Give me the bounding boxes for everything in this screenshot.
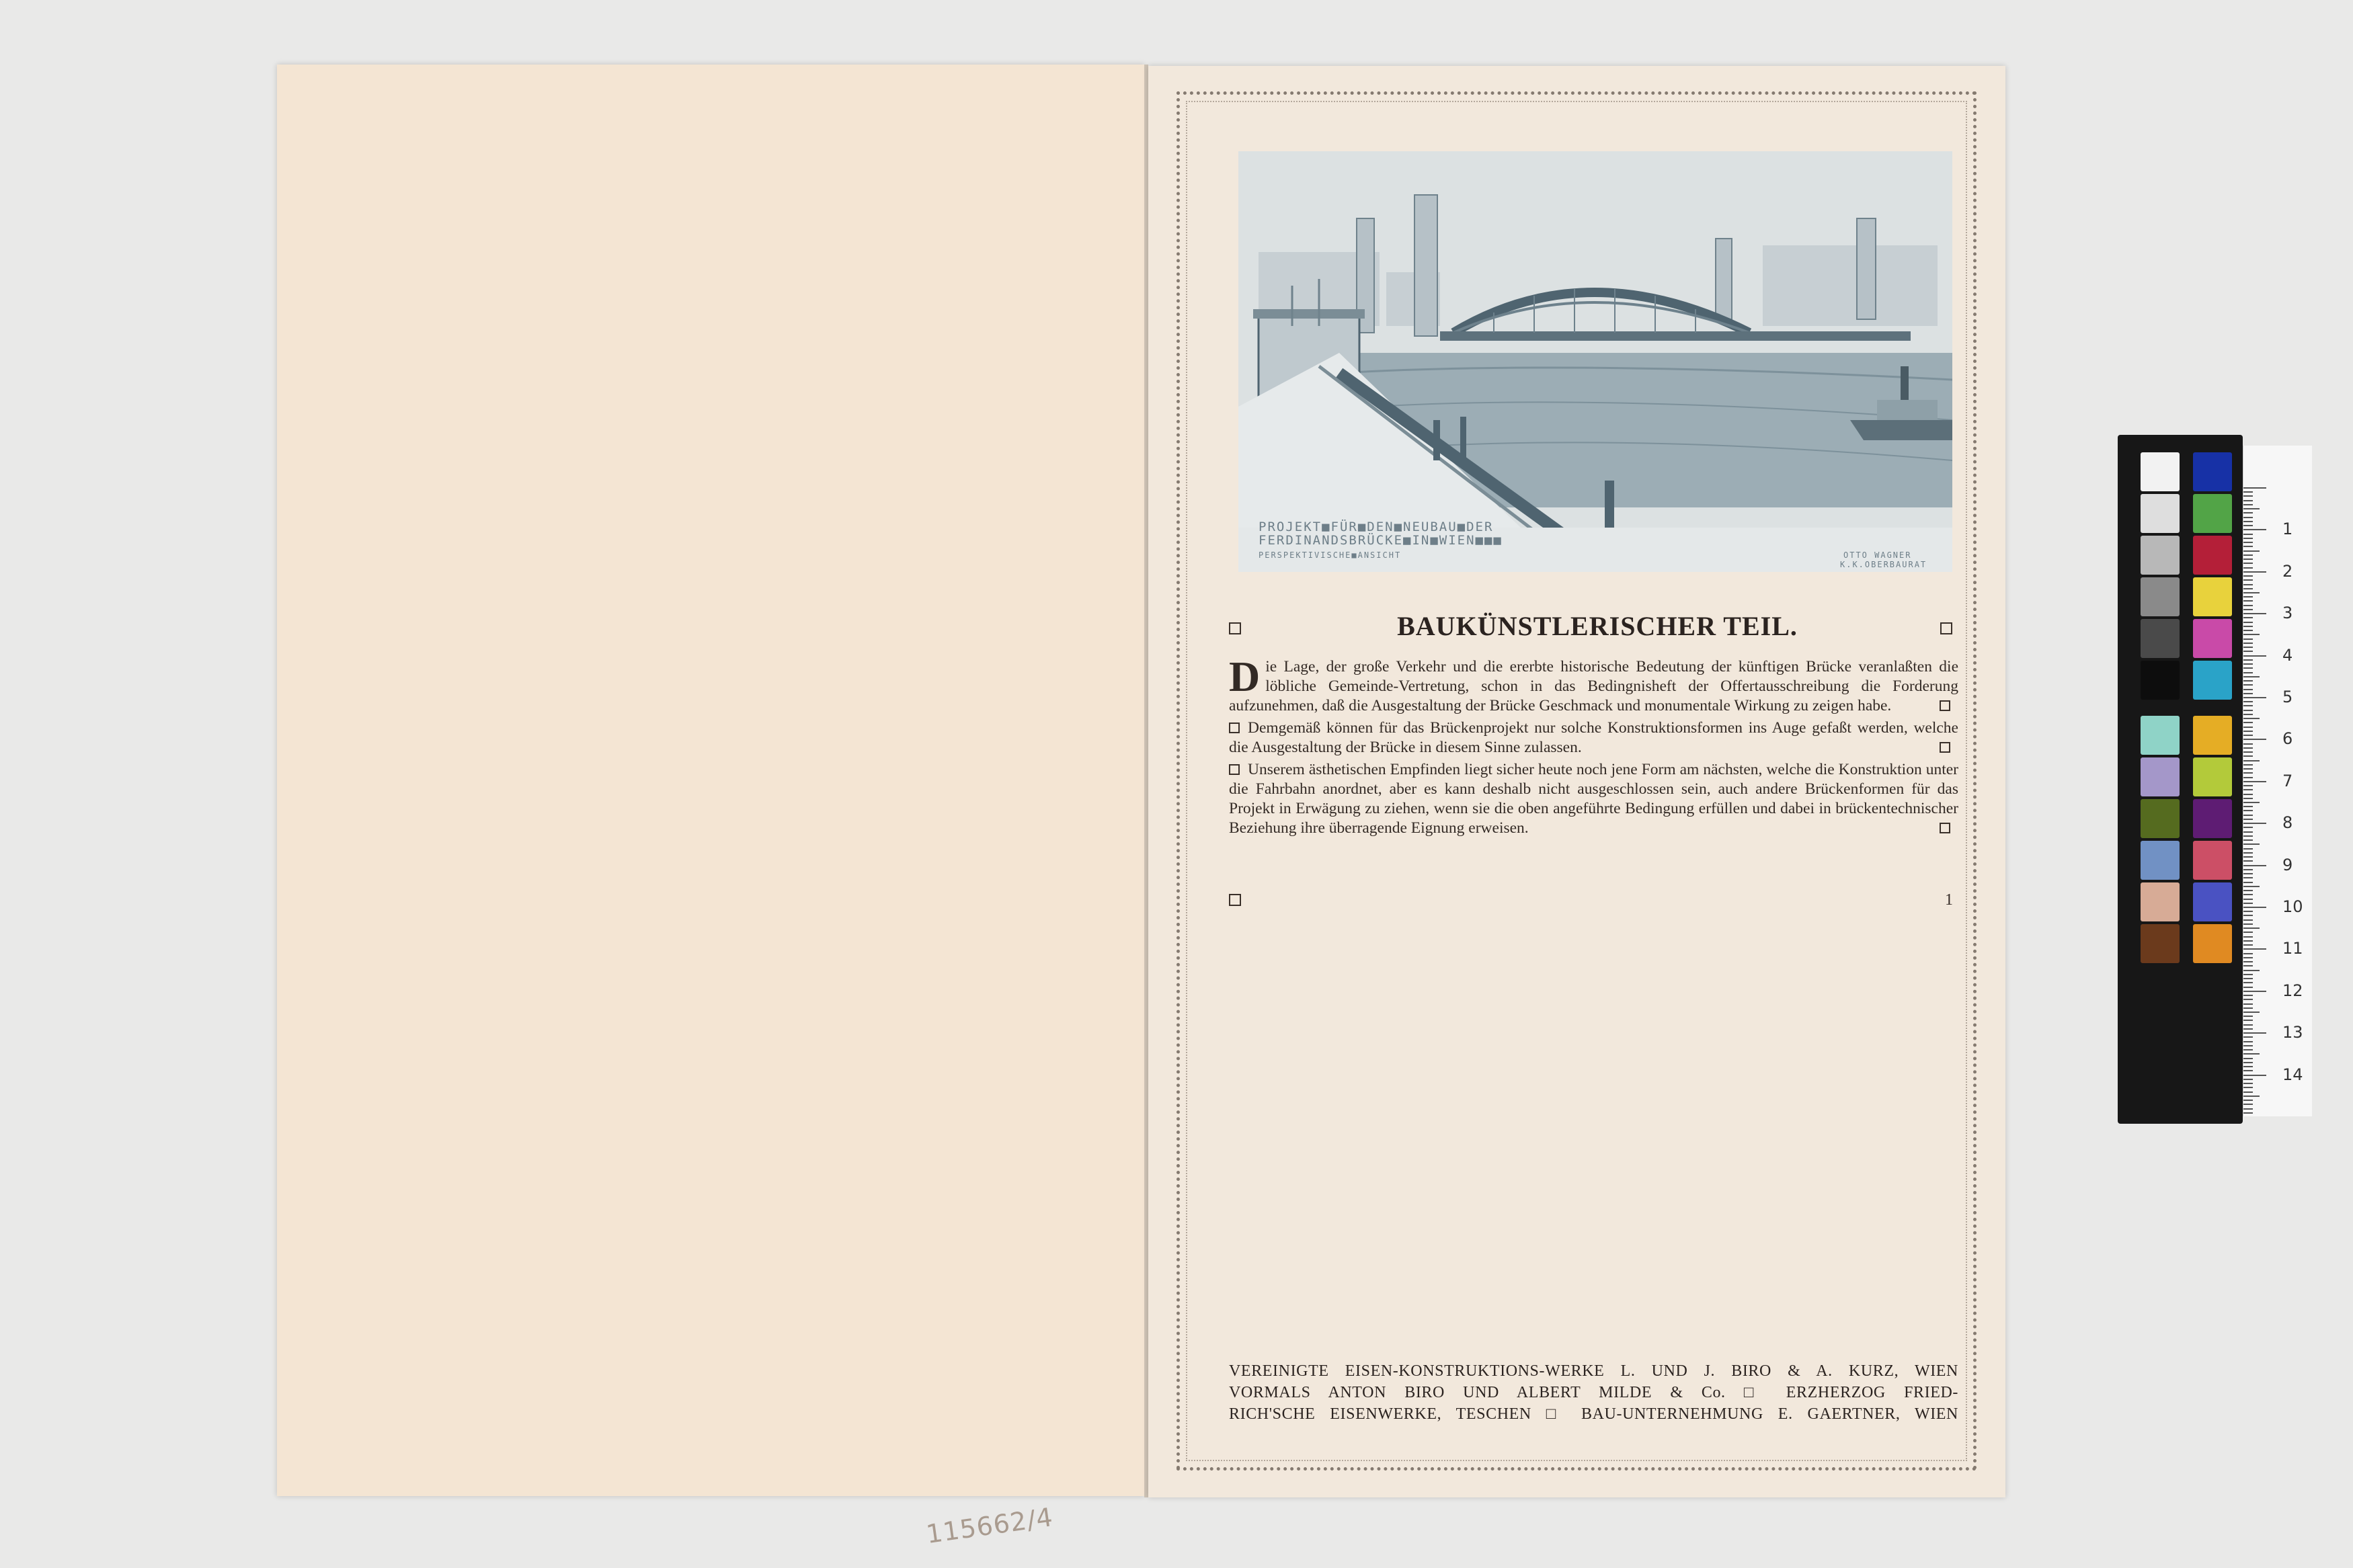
ruler-tick [2243,584,2253,585]
ruler-tick [2243,600,2253,602]
ruler-tick [2243,802,2260,803]
ruler-tick [2243,781,2266,782]
ruler-tick [2243,550,2260,552]
ruler-tick [2243,991,2266,992]
ruler-tick [2243,923,2253,925]
ruler-tick [2243,529,2266,530]
ruler-tick [2243,751,2253,753]
swatch-right-4 [2193,577,2232,616]
ruler-tick [2243,961,2253,962]
bridge-drawing [1238,151,1952,572]
swatch-right-1 [2193,452,2232,491]
ruler-tick [2243,873,2253,874]
ruler-tick [2243,563,2253,564]
signature-line2: K.K.OBERBAURAT [1840,560,1927,569]
swatch-left-9 [2141,799,2180,838]
ruler-tick [2243,727,2253,728]
swatch-left-10 [2141,841,2180,880]
ruler-tick [2243,894,2253,895]
ruler-tick [2243,508,2260,509]
ruler-tick [2243,697,2266,698]
ruler-tick [2243,575,2253,577]
ruler-tick [2243,1024,2253,1026]
ruler-tick [2243,886,2260,887]
ruler-number: 3 [2282,604,2293,623]
ruler-tick [2243,1104,2253,1105]
ruler-tick [2243,819,2253,820]
paragraph-end-square [1940,823,1950,833]
ruler-number: 12 [2282,981,2303,1000]
swatch-right-9 [2193,799,2232,838]
signature-line1: OTTO WAGNER [1843,550,1912,560]
ruler-tick [2243,927,2260,929]
ruler-tick [2243,1096,2260,1097]
ruler-tick [2243,1108,2253,1110]
ruler-tick [2243,940,2253,942]
ruler-tick [2243,579,2253,581]
ruler-tick [2243,512,2253,513]
ruler-tick [2243,1087,2253,1088]
swatch-right-12 [2193,924,2232,963]
swatch-right-6 [2193,661,2232,700]
inventory-number: 115662/4 [924,1501,1055,1550]
ruler-tick [2243,634,2260,635]
ruler-tick [2243,789,2253,790]
ruler-tick [2243,865,2266,866]
ruler-tick [2243,588,2253,589]
ruler-tick [2243,1075,2266,1076]
ruler-tick [2243,768,2253,770]
ruler-tick [2243,747,2253,749]
ruler-tick [2243,1036,2253,1038]
ruler-tick [2243,899,2253,900]
ruler-tick [2243,546,2253,547]
ruler-number: 8 [2282,813,2293,833]
ruler-number: 6 [2282,729,2293,749]
ruler-tick [2243,517,2253,518]
ruler-tick [2243,554,2253,556]
ruler-tick [2243,630,2253,631]
ruler-tick [2243,860,2253,862]
ruler-tick [2243,907,2266,908]
ruler-tick [2243,827,2253,828]
body-text [1229,653,1958,841]
paragraph-end-square [1940,700,1950,711]
color-calibration-chart [2118,435,2243,1124]
ruler-tick [2243,617,2253,618]
ruler-tick [2243,1016,2253,1017]
ruler-tick [2243,965,2253,966]
ruler-number: 2 [2282,561,2293,581]
ruler-tick [2243,882,2253,883]
ruler-tick [2243,559,2253,560]
ruler-tick [2243,1100,2253,1101]
ruler-number: 14 [2282,1065,2303,1084]
ruler-tick [2243,1012,2260,1013]
ruler-tick [2243,651,2253,652]
ruler-tick [2243,1062,2253,1063]
ruler-tick [2243,877,2253,878]
ruler-tick [2243,735,2253,736]
ruler-tick [2243,487,2266,489]
swatch-left-12 [2141,924,2180,963]
ruler-tick [2243,609,2253,610]
swatch-left-8 [2141,757,2180,796]
ruler-tick [2243,684,2253,686]
ruler-tick [2243,567,2253,569]
ruler-tick [2243,655,2266,657]
ruler-tick [2243,1032,2266,1034]
paragraph-square [1229,764,1240,775]
ruler-tick [2243,948,2266,950]
ruler-tick [2243,785,2253,786]
ruler-tick [2243,932,2253,933]
ruler-tick [2243,839,2253,841]
ruler-number: 9 [2282,855,2293,874]
ruler-tick [2243,718,2260,719]
swatch-left-1 [2141,452,2180,491]
paragraph-3 [1229,760,1958,838]
ruler-tick [2243,856,2253,858]
ruler-tick [2243,1007,2253,1009]
ruler-tick [2243,848,2253,850]
ruler-tick [2243,542,2253,543]
paragraph-1 [1229,653,1958,716]
paragraph-end-square [1940,742,1950,753]
ruler-tick [2243,890,2253,891]
swatch-right-3 [2193,536,2232,575]
ruler-tick [2243,777,2253,778]
ruler-tick [2243,999,2253,1000]
ruler-tick [2243,974,2253,975]
ruler-tick [2243,731,2253,732]
ruler-tick [2243,982,2253,983]
dropcap: D [1229,653,1261,700]
ruler-tick [2243,815,2253,816]
ruler-tick [2243,915,2253,916]
paragraph-3-text: Unserem ästhetischen Empfinden liegt sicher heute noch jene Form am nächsten, welche die Konstruktion unter die Fahrbahn anordnet, aber es kann deshalb nicht ausgeschlossen sein, auch andere Brückenformen für das Projekt in Erwägung zu ziehen, wenn sie die oben angeführte Bedingung erfüllen und dabei in brückentechnischer Beziehung ihre überragende Eignung erweisen. [1229,761,1958,837]
ruler-tick [2243,806,2253,807]
ruler-tick [2243,936,2253,938]
swatch-left-4 [2141,577,2180,616]
paragraph-square [1229,723,1240,733]
ruler-tick [2243,676,2260,677]
ruler-tick [2243,995,2253,996]
ruler-tick [2243,647,2253,648]
ruler-number: 11 [2282,939,2303,958]
swatch-right-11 [2193,882,2232,921]
ruler-number: 5 [2282,688,2293,706]
ruler-tick [2243,500,2253,501]
ruler-tick [2243,495,2253,497]
left-page [277,65,1144,1550]
ruler-tick [2243,663,2253,665]
bridge-illustration [1238,151,1952,572]
ruler-tick [2243,693,2253,694]
ruler-tick [2243,1049,2253,1050]
ruler-tick [2243,798,2253,799]
ruler-tick [2243,944,2253,946]
ruler-tick [2243,710,2253,711]
ruler-tick [2243,1058,2253,1059]
ruler-tick [2243,643,2253,644]
ruler-tick [2243,852,2253,854]
ruler-tick [2243,810,2253,811]
caption-line3: PERSPEKTIVISCHE■ANSICHT [1259,550,1402,560]
ruler-tick [2243,592,2260,593]
ruler-tick [2243,1083,2253,1084]
swatch-left-11 [2141,882,2180,921]
ruler-tick [2243,794,2253,795]
page-number: 1 [1945,891,1953,909]
ruler-tick [2243,491,2253,493]
ruler-tick [2243,571,2266,573]
ruler-tick [2243,714,2253,715]
ruler-tick [2243,722,2253,723]
ruler-tick [2243,1091,2253,1093]
swatch-left-7 [2141,716,2180,755]
ruler-tick [2243,953,2253,954]
ruler-tick [2243,534,2253,535]
ruler-tick [2243,1041,2253,1042]
ruler-tick [2243,911,2253,912]
ruler-tick [2243,538,2253,539]
swatch-left-2 [2141,494,2180,533]
ruler-tick [2243,755,2253,757]
ruler-tick [2243,521,2253,522]
ruler-tick [2243,831,2253,833]
ruler-tick [2243,667,2253,669]
paragraph-1-text: ie Lage, der große Verkehr und die ererbte historische Bedeutung der künftigen Brücke veranlaßten die löbliche Gemeinde-Vertretung, schon in das Bedingnisheft der Offertausschreibung die Forderung aufzunehmen, daß die Ausgestaltung der Brücke Geschmack und monumentale Wirkung zu zeigen habe. [1229,658,1958,714]
section-title: BAUKÜNSTLERISCHER TEIL. [1397,611,1798,641]
ruler-tick [2243,1070,2253,1071]
caption-line2: FERDINANDSBRÜCKE■IN■WIEN■■■ [1259,533,1503,548]
ruler-number: 7 [2282,771,2293,790]
ruler-number: 1 [2282,520,2293,539]
swatch-right-2 [2193,494,2232,533]
ruler-tick [2243,760,2260,761]
swatch-right-8 [2193,757,2232,796]
ruler-tick [2243,987,2253,988]
ruler-tick [2243,680,2253,682]
swatch-left-3 [2141,536,2180,575]
swatch-left-6 [2141,661,2180,700]
caption-line1: PROJEKT■FÜR■DEN■NEUBAU■DER [1259,520,1494,534]
paragraph-2 [1229,718,1958,757]
ruler-tick [2243,672,2253,673]
paragraph-2-text: Demgemäß können für das Brückenprojekt nur solche Konstruktionsformen ins Auge gefaßt werden, welche die Ausgestaltung der Brücke in diesem Sinne zulassen. [1229,719,1958,756]
right-page [1148,66,2005,1497]
ruler-tick [2243,1066,2253,1067]
ruler-number: 4 [2282,645,2293,665]
ruler-tick [2243,1003,2253,1005]
ruler-tick [2243,957,2253,958]
ruler-tick [2243,743,2253,745]
swatch-right-7 [2193,716,2232,755]
ruler-tick [2243,1053,2260,1055]
publisher-footer [1229,1360,1958,1425]
page-number-square [1229,894,1241,906]
ruler-tick [2243,689,2253,690]
measuring-ruler [2243,446,2312,1116]
ruler-tick [2243,772,2253,774]
ruler-tick [2243,1112,2253,1114]
ruler-tick [2243,622,2253,623]
ruler-tick [2243,613,2266,614]
ruler-tick [2243,504,2253,505]
ruler-tick [2243,739,2266,740]
footer-line2: VORMALS ANTON BIRO UND ALBERT MILDE & Co. □ ERZHERZOG FRIED- [1229,1384,1958,1401]
ruler-tick [2243,1045,2253,1046]
ruler-tick [2243,659,2253,661]
ruler-tick [2243,1020,2253,1021]
ruler-tick [2243,835,2253,837]
ruler-tick [2243,919,2253,921]
ruler-tick [2243,596,2253,597]
title-square-right [1940,622,1952,634]
ruler-tick [2243,638,2253,640]
ruler-number: 13 [2282,1023,2303,1042]
ruler-tick [2243,970,2260,971]
ruler-tick [2243,843,2260,845]
ruler-tick [2243,978,2253,979]
ruler-tick [2243,764,2253,766]
ruler-tick [2243,869,2253,870]
footer-line3: RICH'SCHE EISENWERKE, TESCHEN □ BAU-UNTERNEHMUNG E. GAERTNER, WIEN [1229,1405,1958,1423]
ruler-tick [2243,705,2253,706]
ruler-tick [2243,823,2266,824]
ruler-tick [2243,525,2253,526]
title-square-left [1229,622,1241,634]
ruler-number: 10 [2282,897,2303,916]
ruler-tick [2243,1028,2253,1030]
footer-line1: VEREINIGTE EISEN-KONSTRUKTIONS-WERKE L. UND J. BIRO & A. KURZ, WIEN [1229,1362,1958,1380]
ruler-tick [2243,605,2253,606]
swatch-right-5 [2193,619,2232,658]
ruler-tick [2243,626,2253,627]
swatch-right-10 [2193,841,2232,880]
ruler-tick [2243,903,2253,904]
swatch-left-5 [2141,619,2180,658]
ruler-tick [2243,1079,2253,1080]
ruler-tick [2243,701,2253,702]
